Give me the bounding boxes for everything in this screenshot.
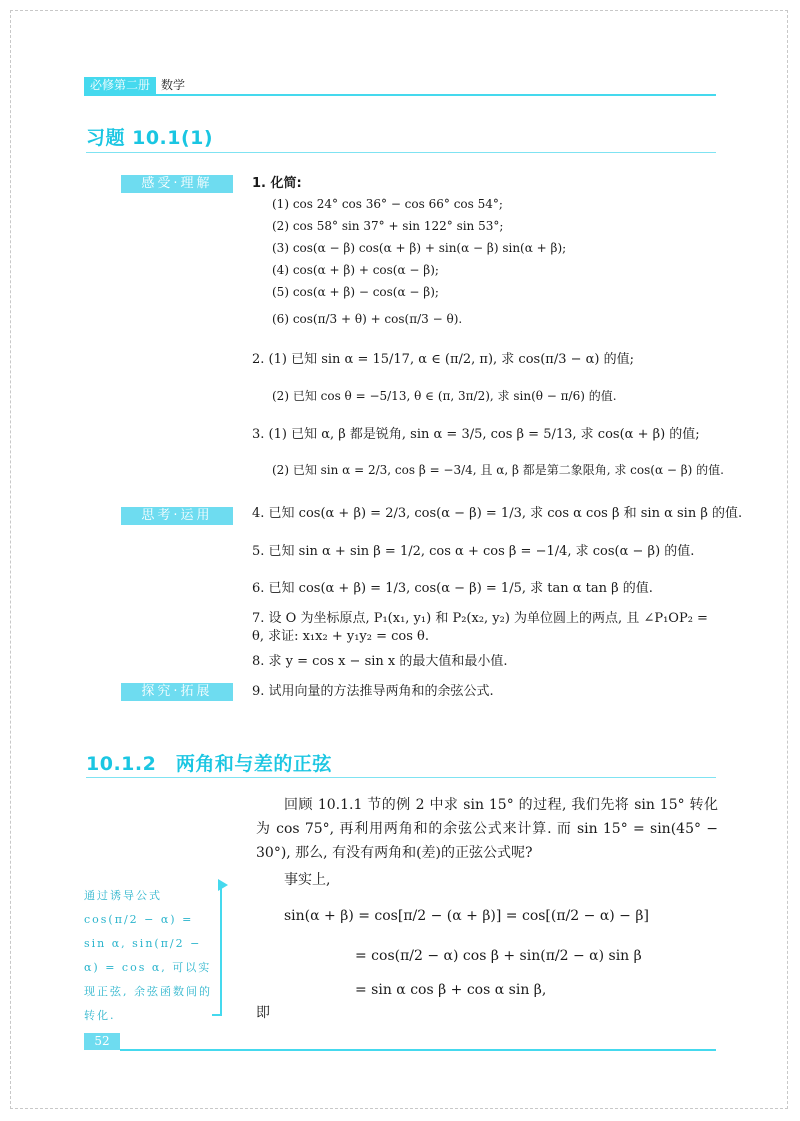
footer-rule bbox=[120, 1049, 716, 1051]
equation-line: = sin α cos β + cos α sin β, bbox=[355, 982, 547, 998]
ji-line: 即 bbox=[256, 1005, 270, 1021]
tag-explore-extend: 探究·拓展 bbox=[121, 683, 233, 701]
running-header bbox=[84, 77, 185, 94]
exercise-6: 6. 已知 cos(α + β) = 1/3, cos(α − β) = 1/5, 求 tan α tan β 的值. bbox=[252, 581, 653, 596]
sidenote-bracket-foot bbox=[212, 1014, 222, 1016]
exercise-1-item: (6) cos(π/3 + θ) + cos(π/3 − θ). bbox=[272, 312, 463, 326]
tag-feel-understand: 感受·理解 bbox=[121, 175, 233, 193]
exercise-1-item: (5) cos(α + β) − cos(α − β); bbox=[272, 285, 439, 299]
tag-think-apply: 思考·运用 bbox=[121, 507, 233, 525]
exercise-1-item: (3) cos(α − β) cos(α + β) + sin(α − β) sin(α + β); bbox=[272, 241, 567, 255]
exercise-3b: (2) 已知 sin α = 2/3, cos β = −3/4, 且 α, β 都是第二象限角, 求 cos(α − β) 的值. bbox=[272, 463, 724, 477]
section-title-rule bbox=[86, 777, 716, 778]
exercise-7: 7. 设 O 为坐标原点, P₁(x₁, y₁) 和 P₂(x₂, y₂) 为单位圆上的两点, 且 ∠P₁OP₂ = θ, 求证: x₁x₂ + y₁y₂ = cos θ. bbox=[252, 611, 708, 644]
exercise-1-title: 1. 化简: bbox=[252, 176, 302, 191]
exercise-8: 8. 求 y = cos x − sin x 的最大值和最小值. bbox=[252, 654, 508, 669]
exercise-4: 4. 已知 cos(α + β) = 2/3, cos(α − β) = 1/3, 求 cos α cos β 和 sin α sin β 的值. bbox=[252, 506, 743, 521]
exercise-1-item: (4) cos(α + β) + cos(α − β); bbox=[272, 263, 439, 277]
exercise-title: 习题 10.1(1) bbox=[86, 127, 214, 149]
section-title: 10.1.2 两角和与差的正弦 bbox=[86, 753, 332, 775]
exercise-1-item: (1) cos 24° cos 36° − cos 66° cos 54°; bbox=[272, 197, 503, 211]
subject-label: 数学 bbox=[161, 78, 186, 92]
fact-line: 事实上, bbox=[284, 872, 331, 888]
header-rule bbox=[84, 94, 716, 96]
exercise-3a: 3. (1) 已知 α, β 都是锐角, sin α = 3/5, cos β = 5/13, 求 cos(α + β) 的值; bbox=[252, 427, 700, 442]
exercise-2a: 2. (1) 已知 sin α = 15/17, α ∈ (π/2, π), 求 cos(π/3 − α) 的值; bbox=[252, 352, 634, 367]
exercise-title-rule bbox=[86, 152, 716, 153]
page-number: 52 bbox=[84, 1033, 120, 1050]
exercise-9: 9. 试用向量的方法推导两角和的余弦公式. bbox=[252, 684, 494, 699]
intro-paragraph: 回顾 10.1.1 节的例 2 中求 sin 15° 的过程, 我们先将 sin 15° 转化为 cos 75°, 再利用两角和的余弦公式来计算. 而 sin 15° = sin(45° − 30°), 那么, 有没有两角和(差)的正弦公式呢? bbox=[256, 797, 718, 861]
equation-line: sin(α + β) = cos[π/2 − (α + β)] = cos[(π/2 − α) − β] bbox=[284, 908, 649, 924]
exercise-5: 5. 已知 sin α + sin β = 1/2, cos α + cos β = −1/4, 求 cos(α − β) 的值. bbox=[252, 544, 695, 559]
exercise-1-item: (2) cos 58° sin 37° + sin 122° sin 53°; bbox=[272, 219, 504, 233]
sidenote-bracket bbox=[220, 884, 222, 1014]
side-note: 通过诱导公式 cos(π/2 − α) = sin α, sin(π/2 − α) = cos α, 可以实现正弦, 余弦函数间的转化. bbox=[84, 889, 212, 1022]
book-label: 必修第二册 bbox=[84, 77, 156, 94]
equation-line: = cos(π/2 − α) cos β + sin(π/2 − α) sin β bbox=[355, 948, 642, 964]
exercise-2b: (2) 已知 cos θ = −5/13, θ ∈ (π, 3π/2), 求 sin(θ − π/6) 的值. bbox=[272, 389, 617, 403]
